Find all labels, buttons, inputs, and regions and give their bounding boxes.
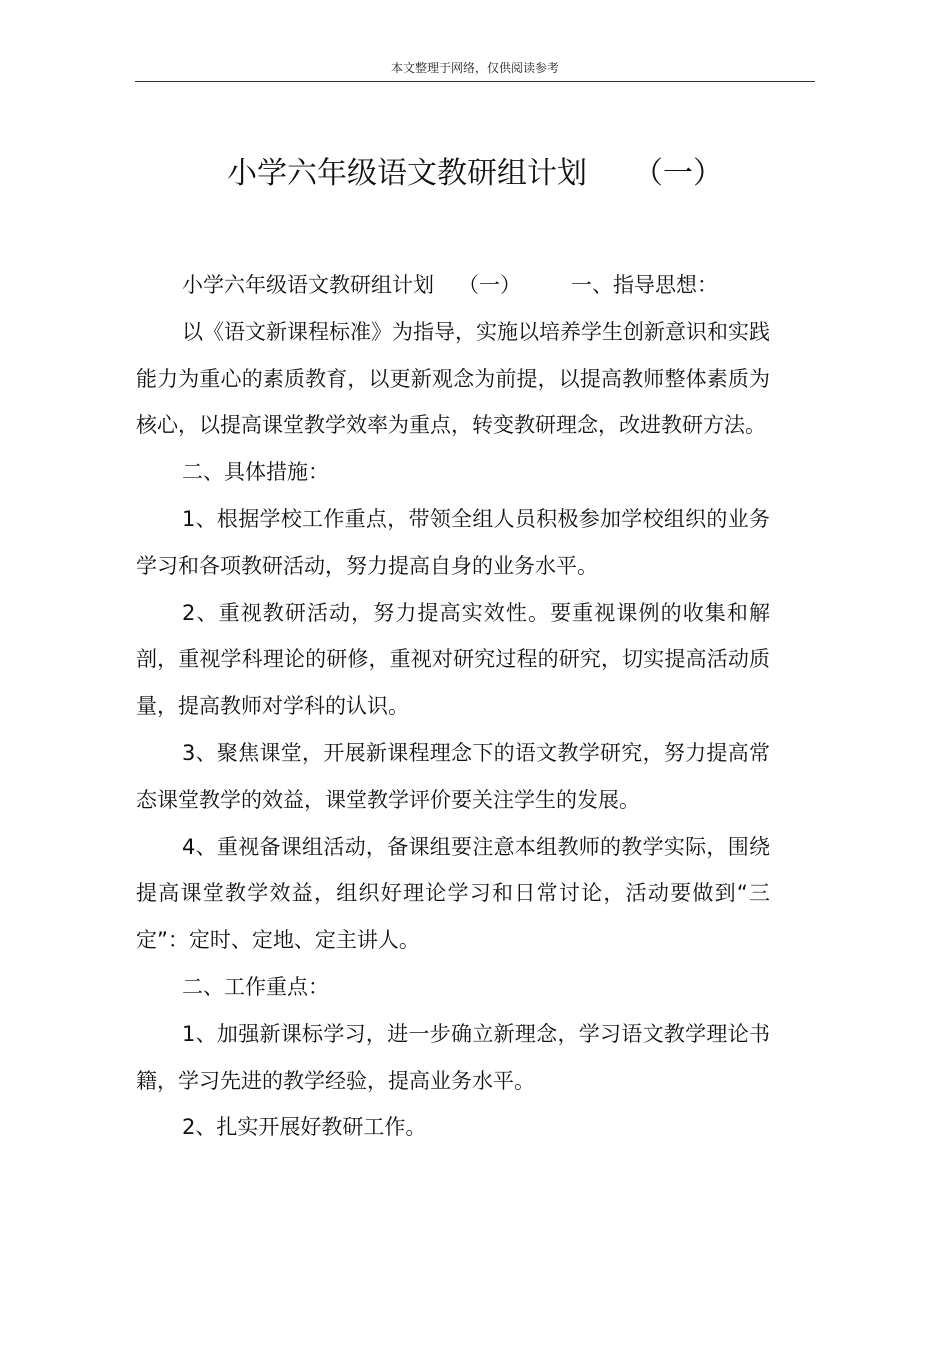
- document-title-suffix: （一）: [633, 156, 723, 191]
- intro-line: [136, 262, 770, 309]
- paragraph-focus-1: 1、加强新课标学习，进一步确立新理念，学习语文教学理论书籍，学习先进的教学经验，提高业务水平。: [136, 1021, 770, 1093]
- header-note: 本文整理于网络，仅供阅读参考: [390, 61, 559, 75]
- paragraph-guiding-ideology: 以《语文新课程标准》为指导，实施以培养学生创新意识和实践能力为重心的素质教育，以更新观念为前提，以提高教师整体素质为核心，以提高课堂教学效率为重点，转变教研理念，改进教研方法。: [136, 319, 770, 438]
- paragraph-measure-4: 4、重视备课组活动，备课组要注意本组教师的教学实际，围绕提高课堂教学效益，组织好理论学习和日常讨论，活动要做到“三定”：定时、定地、定主讲人。: [136, 834, 770, 953]
- section-heading-work-focus: 二、工作重点：: [182, 974, 329, 999]
- document-title: [0, 152, 950, 196]
- paragraph-measure-1: 1、根据学校工作重点，带领全组人员积极参加学校组织的业务学习和各项教研活动，努力提高自身的业务水平。: [136, 506, 770, 578]
- page-header: [135, 58, 815, 82]
- section-heading-measures: 二、具体措施：: [182, 460, 329, 485]
- intro-title-suffix: （一）: [458, 273, 521, 297]
- intro-title-repeat: 小学六年级语文教研组计划: [182, 273, 434, 297]
- paragraph-measure-3: 3、聚焦课堂，开展新课程理念下的语文教学研究，努力提高常态课堂教学的效益，课堂教学评价要关注学生的发展。: [136, 740, 770, 812]
- document-body: [136, 262, 770, 1151]
- paragraph-focus-2: 2、扎实开展好教研工作。: [182, 1115, 427, 1140]
- section-heading-guiding-ideology: 一、指导思想：: [571, 273, 718, 297]
- document-title-main: 小学六年级语文教研组计划: [227, 156, 587, 191]
- paragraph-measure-2: 2、重视教研活动，努力提高实效性。要重视课例的收集和解剖，重视学科理论的研修，重视对研究过程的研究，切实提高活动质量，提高教师对学科的认识。: [136, 600, 770, 719]
